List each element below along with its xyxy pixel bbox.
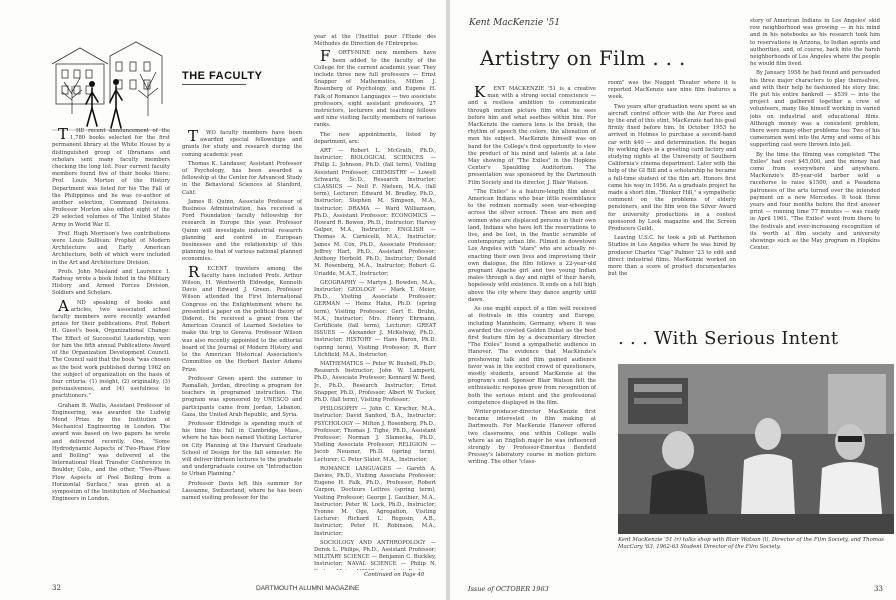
photo-caption: Kent MacKenzie '51 (r) talks shop with Blair Watson (l), Director of the Film Society, and Thomas MacCary '63, 1962-63 Student Director of the Film Society. xyxy=(618,537,884,550)
article-column-3 xyxy=(750,18,880,332)
article-column-2 xyxy=(608,80,736,320)
faculty-col3-para4: GEOGRAPHY — Martyn J. Bowden, M.A., Instructor; GEOLOGY — Mark T. Meier, Ph.D., Visiting Associate Professor; GERMAN — Heinz Hahn, Ph.D. (spring term), Visiting Professor; Gert E. Bruhn, M.A., Instructor; Mrs. Henry Ehrmann, Certificate (fall term), Lecturer; GREAT ISSUES — Alexander J. McKelway, Ph.D., Instructor; HISTORY — Hans Baron, Ph.D. (spring term), Visiting Professor; R. Burr Litchfield, M.A., Instructor; xyxy=(314,279,436,358)
continued-note: Continued on Page 40 xyxy=(364,572,425,578)
faculty-col3-para3: ART — Robert L. McGrath, Ph.D., Instructor; BIOLOGICAL SCIENCES — Philip L. Johnson, Ph.D. (fall term), Visiting Assistant Professor; CHEMISTRY — Lowell Schwartz, Sc.D., Research Instructor; CLASSICS — Neil F. Nielsen, M.A. (fall term), Lecturer; Edward M. Bradley, Ph.D., Instructor; Stephen M. Simpson, M.A., Instructor; DRAMA — Ward Williamson, Ph.D., Assistant Professor; ECONOMICS — Howard R. Bowen, Ph.D., Instructor; Harvey Galper, M.A., Instructor; ENGLISH — Thomas A. Carnicelli, M.A., Instructor; James M. Cox, Ph.D., Associate Professor; Jeffrey Hart, Ph.D., Assistant Professor; Anthony Herbold, Ph.D., Instructor; Donald M. Rosenberg, M.A., Instructor; Robert G. Uriadde, M.A.T., Instructor; xyxy=(314,148,436,277)
faculty-column-2 xyxy=(182,130,302,590)
article-col1-para4: Writer-producer-director MacKenzie first became interested in film making at Dartmouth. For MacKenzie Hanover offered two classrooms, one within College walls where as an English major he was influenced strongly by Professor-Emeritus Benfield Pressey's laboratory course in motion picture writing. The other "class- xyxy=(468,408,596,466)
drop-cap: F xyxy=(320,47,331,66)
headline-serious-intent: . . . With Serious Intent xyxy=(618,328,839,349)
faculty-col3-para8: SOCIOLOGY AND ANTHROPOLOGY — Derek L. Philips, Ph.D., Assistant Professor; MILITARY SCIENCE — Benjamin C. Buckley, Instructor; NAVAL SCIENCE — Philip N. xyxy=(314,539,436,568)
faculty-col2-para6: Professor Eldredge is spending much of his time this fall in Cambridge, Mass., where he has been named Visiting Lecturer on City Planning at the Harvard Graduate School of Design for the fall semester. He will deliver thirteen lectures to the graduate and undergraduate course on "Introduction to Urban Planning." xyxy=(182,420,302,478)
faculty-col1-para3: Profs. John Masland and Laurence I. Radway wrote a book listed in the Military History and Armed Forces Division, Soldiers and Scholars. xyxy=(52,268,170,297)
faculty-col3-para0: year at the l'Institut pour l'Etude des Méthodes de Direction de l'Entreprise. xyxy=(314,34,436,48)
article-col2-para1: room" was the Nugget Theater where it is reported MacKenzie saw nine film features a week. xyxy=(608,80,736,101)
faculty-col2-para5: Professor Green spent the summer in Ramallah, Jordan, directing a program for teachers in programed instruction. The program was sponsored by UNESCO and participants came from Jordan, Lebanon, Gaza, the United Arab Republic, and Syria. xyxy=(182,375,302,418)
faculty-col3-para7: ROMANCE LANGUAGES — Gareth A. Davies, Ph.D., Visiting Associate Professor; Eugene H. Falk, Ph.D., Professor; Robert Gurpon, Docteurs Lettres (spring term), Visiting Professor; George J. Gauthier, M.A., Instructor; Peter W. Lock, Ph.D., Instructor; Yvonne M. Oge, Agregation, Visiting Lecturer; Richard L. Regosin, A.B., Instructor; Peter H. Robinson, M.A., Instructor; xyxy=(314,465,436,537)
article-byline: Kent MacKenzie '51 xyxy=(469,18,561,28)
drop-cap: A xyxy=(58,296,69,315)
left-page xyxy=(0,0,446,600)
drop-cap: T xyxy=(58,128,69,143)
faculty-col2-para2: Thomas K. Landauer, Assistant Professor of Psychology, has been awarded a fellowship at the Center for Advanced Study in the Behavioral Sciences at Stanford, Calif. xyxy=(182,160,302,196)
headline-artistry: Artistry on Film . . . xyxy=(480,46,686,70)
article-col2-para3: Leaving U.S.C. he took a job at Parthenon Studios in Los Angeles where he was hired by producer Charles "Cap" Palmer '23 to edit and direct industrial films. MacKenzie worked on more than a score of product documentaries but the xyxy=(608,235,736,278)
film-society-photo xyxy=(618,364,894,534)
faculty-col3-para6: PHILOSOPHY — John C. Kirscher, M.A., Instructor; David Sanford, B.A., Instructor; PSYCHOLOGY — Milton J. Rosenberg, Ph.D., Professor; Thomas J. Tighe, Ph.D., Assistant Professor; Norman J. Slamecka, Ph.D., Visiting Associate Professor; RELIGION — Jacob Neusner, Ph.D. (spring term), Lecturer; C. Peter Slater, M.A., Instructor; xyxy=(314,406,436,463)
faculty-col1-para2: Prof. Hugh Morrison's two contributions were Louis Sullivan: Prophet of Modern Architecture and Early American Architecture, both of which were included in the Art and Architecture Division. xyxy=(52,230,170,266)
faculty-col1-para4: A ND speaking of books and articles, two associated school faculty members were recently awarded prizes for their publications. Prof. Robert H. Guest's book, Organizational Change: The Effect of Successful Leadership, won for him the fifth annual Publications Award of the Organization Development Council. The Council said that the book "was chosen as the best work published during 1962 on the subject of organization on the basis of four criteria: (1) insight, (2) originality, (3) persuasiveness, and (4) usefulness to practitioners." xyxy=(52,296,170,400)
faculty-col2-para4: R ECENT travelers among the faculty have included Profs. Arthur Wilson, H. Wentworth Eldredge, Kenneth Davis and Edward J. Green. Professor Wilson attended the First International Congress on the Enlightenment where he presented a paper on the political theory of Diderot. He received a grant from the American Council of Learned Societies to make the trip to Geneva. Professor Wilson was also recently appointed to the editorial board of the Journal of Modern History and to the American Historical Association's Committee on the Herbert Baxter Adams Prize. xyxy=(182,262,302,373)
faculty-col3-para2: The new appointments, listed by department, are: xyxy=(314,131,436,145)
article-col2-para2: Two years after graduation were spent as an aircraft control officer with the Air Force and by the end of this stint, MacKenzie had his goal firmly fixed before him. In October 1953 he arrived in Holmes to purchase a second-hand car with $40 — and determination. He began by working days in a greeting card factory and studying nights at the University of Southern California's cinema department. Later with the help of the GI Bill and a scholarship he became a full-time student of the film art. Honors first came his way in 1956. As a graduate project he made a short film, "Bunker Hill," a sympathetic comment on the problems of elderly pensioners, and the film won the Silver Award for university productions in a contest sponsored by Look magazine and the Screen Producers Guild. xyxy=(608,103,736,233)
faculty-col3-para1: F ORTY-NINE new members have been added to the faculty of the College for the current academic year. They include three new full professors — Ernst Snapper of Mathematics, Milton J. Rosenberg of Psychology, and Eugene H. Falk of Romance Languages — two associate professors, eight assistant professors, 27 instructors, lecturers and teaching fellows and nine visiting faculty members of various ranks. xyxy=(314,47,436,129)
article-col3-para2: By January 1958 he had found and persuaded his three major characters to play themselves, and with their help he fashioned his story line. He put his entire bankroll — $539 — into the project and gathered together a crew of volunteers, many like himself working in varied jobs on industrial and educational films. Although money was a consistent problem, there were many other problems too: Two of his cameramen went into the Army and some of his supporting cast were thrown into jail. xyxy=(750,70,880,149)
title-rule xyxy=(182,84,246,85)
article-col3-para3: By the time the filming was completed "The Exiles" had cost $45,000, and the money had come from everywhere and anywhere. MacKenzie's 85-year-old barber sold a racehorse to raise $1500, and a Pasadena patronees of the arts turned over the intended payment on a new Mercedes. It took three years and four months before the first answer print — running time 77 minutes — was ready in April 1961. "The Exiles" went from there to the festivals and ever-increasing recognition of its worth at film society and university showings such as the May program in Hopkins Center. xyxy=(750,151,880,252)
drop-cap: K xyxy=(474,86,486,101)
faculty-column-3 xyxy=(314,34,436,570)
article-column-1 xyxy=(468,86,596,576)
article-col1-para1: K ENT MACKENZIE '51 is a creative man with a strong social conscience — and a restless ambition to communicate through motion picture film what he sees before him and what seethes within him. For MacKenzie the camera lens is the brush, the rhythm of speech the colors, the alienation of men his subject. MacKenzie himself was on hand for the College's first opportunity to view the product of his mind and talents at a late May showing of "The Exiles" in the Hopkins Center's Spaulding Auditorium. The presentation was sponsored by the Dartmouth Film Society and its director, J. Blair Watson. xyxy=(468,86,596,186)
faculty-col2-para1: T WO faculty members have been awarded special fellowships and grants for study and research during the coming academic year. xyxy=(182,130,302,158)
faculty-col3-para5: MATHEMATICS — Peter W. Bushell, Ph.D., Research Instructor; John W. Lamperti, Ph.D., Associate Professor; Kennard W. Reed, Jr., Ph.D., Research Instructor; Ernst Snapper, Ph.D., Professor; Albert W. Tucker, Ph.D. (fall term), Visiting Professor; xyxy=(314,360,436,403)
article-col3-para1: story of American Indians in Los Angeles' skid row neighborhood was growing — in his mind and in his notebooks as his research took him to reservations in Arizona, to Indian agents and authorities, and, of course, back into the harsh neighborhoods of Los Angeles where the people he would film lived. xyxy=(750,18,880,68)
section-title: THE FACULTY xyxy=(182,70,263,82)
right-page-number: 33 xyxy=(874,585,883,593)
left-page-number: 32 xyxy=(52,584,61,592)
drop-cap: T xyxy=(188,130,199,145)
issue-line: Issue of OCTOBER 1963 xyxy=(468,585,549,593)
campus-sketch-illustration xyxy=(52,34,164,142)
faculty-col2-para7: Professor Davis left this summer for Lausanne, Switzerland, where he has been named visiting professor for the xyxy=(182,480,302,501)
article-col1-para2: "The Exiles" is a feature-length film about American Indians who bear little resemblance to the redmen normally seen war-whooping across the silver screen. These are men and women who are displaced persons in their own land, Indians who have left the reservations to live, and be lost, in the frantic scramble of contemporary urban life. Filmed in downtown Los Angeles with "stars" who are actually re-enacting their own lives and improvising their own dialogue, the film follows a 22-year-old pregnant Apache girl and two young Indian males through a day and night of their harsh, hopelessly wild existence. It ends on a hill high above the city where they dance angrily until dawn. xyxy=(468,188,596,303)
faculty-column-1 xyxy=(52,128,170,590)
right-page xyxy=(450,0,896,600)
drop-cap: R xyxy=(188,262,200,281)
faculty-col1-para1: T HE recent announcement of the 1,780 books selected for the first permanent library at the White House by a distinguished group of librarians and scholars sent many faculty members checking the long list. Four current faculty members found five of their books there: Prof. Louis Morton of the History Department was listed for his The Fall of the Philippines and he was co-author of another selection, Command Decisions. Professor Morton also edited eight of the 29 selected volumes of The United States Army in World War II. xyxy=(52,128,170,228)
magazine-name: DARTMOUTH ALUMNI MAGAZINE xyxy=(256,585,360,592)
faculty-col2-para3: James B. Quinn, Associate Professor of Business Administration, has received a Ford Foundation faculty fellowship for research in Europe this year. Professor Quinn will investigate industrial research planning and control in European businesses and the relationship of this planning to that of various national planned economies. xyxy=(182,198,302,263)
article-col1-para3: As one might expect of a film well received at festivals in this country and Europe, including Mannheim, Germany, where it was awarded the coveted Golden Dukat as the best first feature film by a documentary director, "The Exiles" found a sympathetic audience in Hanover. The evidence that MacKenzie's preshowing talk and film gained audience favor was in the excited crowd of questioners, mostly students, around MacKenzie at the program's end. Sponsor Blair Watson felt the enthusiastic response grew from recognition of both the serious intent and the professional competence displayed in the film. xyxy=(468,306,596,406)
faculty-col1-para5: Graham B. Wallis, Assistant Professor of Engineering, was awarded the Ludwig Mond Prize by the Institution of Mechanical Engineering in London. The award was based on two papers he wrote and delivered recently. One, "Some Hydrodynamic Aspects of Two-Phase Flow and Boiling" was delivered at the International Heat Transfer Conference in Boulder, Colo., and the other, "Two-Phase Flow Aspects of Pool Boiling from a Horizontal Surface," was given at a symposium of the Institution of Mechanical Engineers in London. xyxy=(52,402,170,503)
